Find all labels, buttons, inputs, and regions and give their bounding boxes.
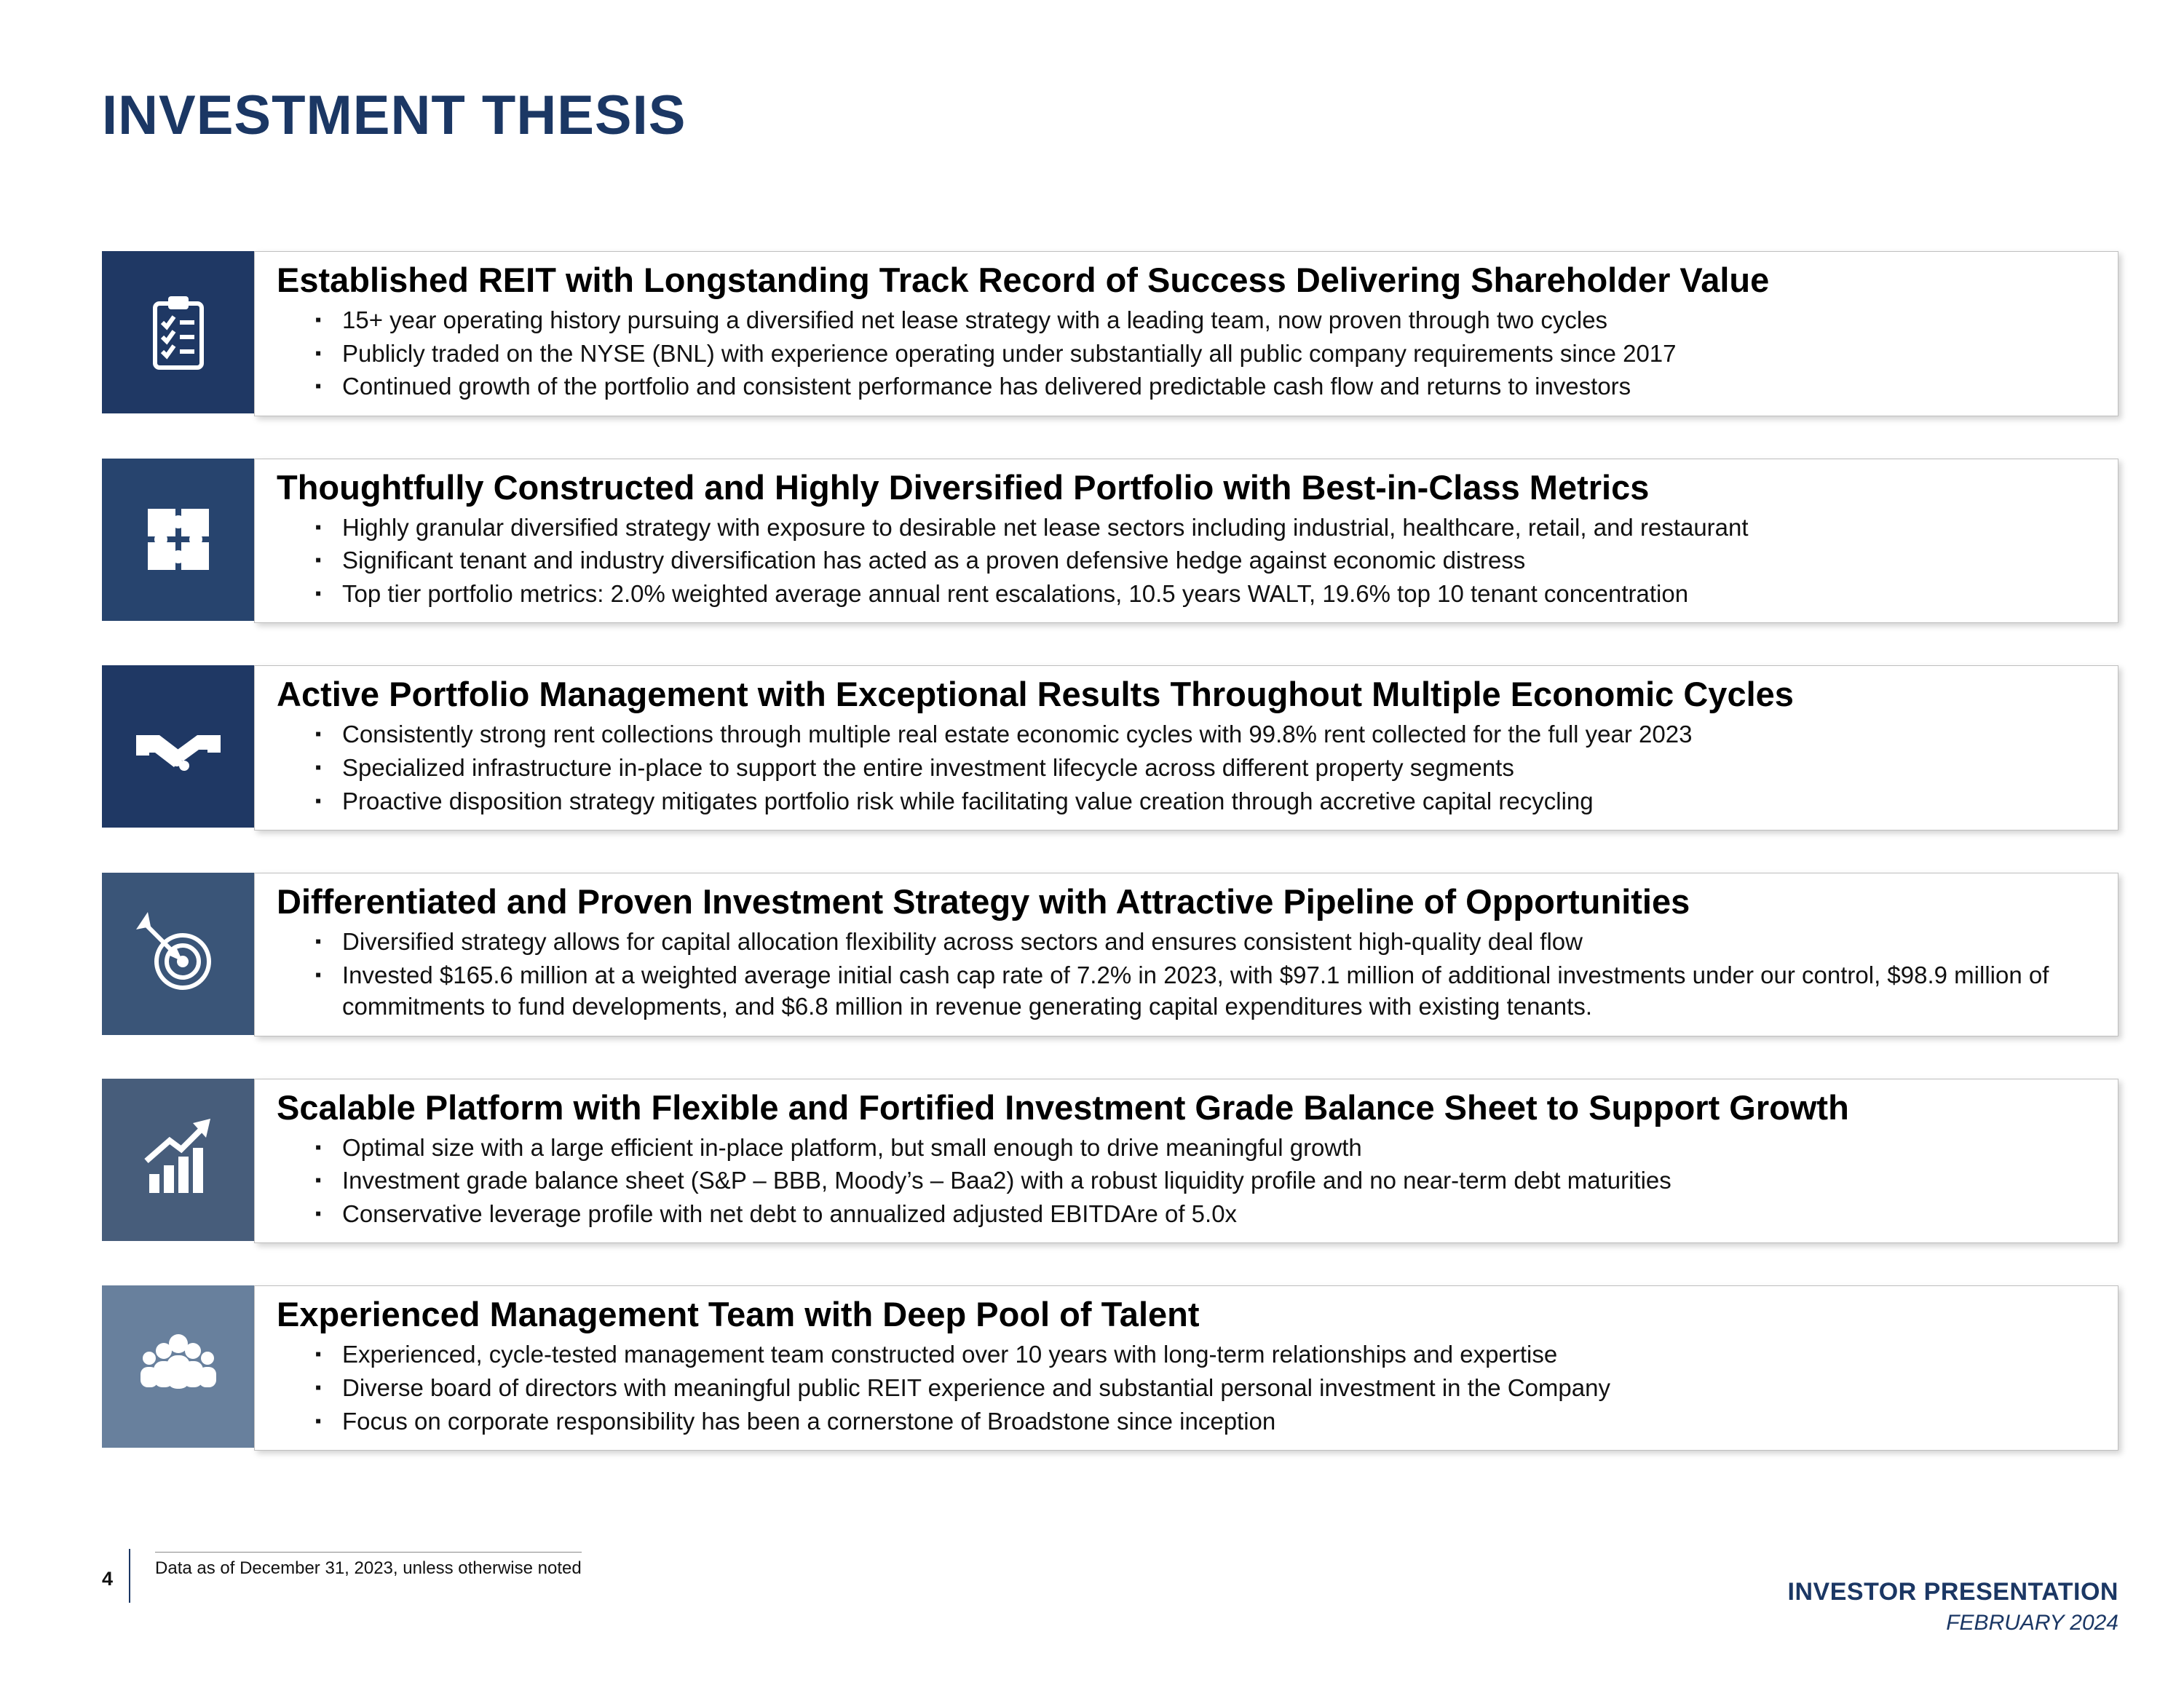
bullet-item (277, 752, 2096, 784)
bullet-text: Top tier portfolio metrics: 2.0% weighted average annual rent escalations, 10.5 years WALT, 19.6% top 10 tenant concentration (342, 579, 1689, 607)
section-icon-box (102, 1079, 254, 1241)
bullet-marker: ▪ (314, 932, 322, 952)
section-bullets (277, 718, 2096, 817)
section-card (254, 459, 2118, 624)
thesis-section (102, 251, 2118, 416)
handshake-icon (132, 700, 225, 793)
bullet-item (277, 1406, 2096, 1438)
bullet-item (277, 544, 2096, 576)
thesis-section (102, 873, 2118, 1036)
bullet-marker: ▪ (314, 1203, 322, 1224)
bullet-item (277, 1132, 2096, 1164)
section-icon-box (102, 459, 254, 621)
bullet-text: Optimal size with a large efficient in-place platform, but small enough to drive meaningful growth (342, 1133, 1362, 1161)
thesis-section (102, 459, 2118, 624)
section-heading: Scalable Platform with Flexible and Fortified Investment Grade Balance Sheet to Support Growth (277, 1087, 1849, 1127)
bullet-text: Highly granular diversified strategy with exposure to desirable net lease sectors including industrial, healthcare, retail, and restaurant (342, 513, 1749, 541)
bullet-text: Focus on corporate responsibility has been a cornerstone of Broadstone since inception (342, 1407, 1276, 1435)
checklist-icon (132, 286, 225, 379)
section-card (254, 873, 2118, 1036)
bullet-text: Consistently strong rent collections through multiple real estate economic cycles with 99.8% rent collected for the full year 2023 (342, 721, 1693, 748)
bullet-text: Publicly traded on the NYSE (BNL) with experience operating under substantially all public company requirements since 2017 (342, 339, 1677, 367)
section-card (254, 1079, 2118, 1244)
bullet-item (277, 512, 2096, 544)
bullet-text: 15+ year operating history pursuing a diversified net lease strategy with a leading team, now proven through two cycles (342, 306, 1608, 334)
bullet-text: Investment grade balance sheet (S&P – BBB, Moody’s – Baa2) with a robust liquidity profile and no near-term debt maturities (342, 1167, 1671, 1194)
bullet-item (277, 370, 2096, 403)
thesis-section (102, 665, 2118, 830)
section-heading: Differentiated and Proven Investment Strategy with Attractive Pipeline of Opportunities (277, 882, 1690, 921)
bullet-marker: ▪ (314, 583, 322, 603)
bullet-item (277, 338, 2096, 370)
bullet-marker: ▪ (314, 376, 322, 397)
presentation-label: INVESTOR PRESENTATION (1787, 1578, 2118, 1606)
section-card (254, 1285, 2118, 1451)
section-bullets (277, 926, 2096, 1023)
section-bullets (277, 1132, 2096, 1230)
bullet-item (277, 959, 2096, 1023)
section-heading: Established REIT with Longstanding Track Record of Success Delivering Shareholder Value (277, 261, 1770, 299)
bullet-text: Diversified strategy allows for capital allocation flexibility across sectors and ensures consistent high-quality deal flow (342, 928, 1583, 956)
page-number: 4 (102, 1568, 114, 1590)
footer-right (1788, 1578, 2118, 1636)
bullet-marker: ▪ (314, 724, 322, 745)
bullet-marker: ▪ (314, 1411, 322, 1431)
footer-left (102, 1549, 582, 1603)
sections-container (102, 251, 2118, 1451)
bullet-item (277, 578, 2096, 610)
bullet-item (277, 718, 2096, 750)
bullet-text: Invested $165.6 million at a weighted average initial cash cap rate of 7.2% in 2023, with $97.1 million of additional investments under our control, $98.9 million of commitments to fund developments, and $6.8 million in revenue generating capital expenditures with existing tenants. (342, 961, 2049, 1020)
target-icon (132, 908, 225, 1001)
team-icon (132, 1320, 225, 1414)
bullet-marker: ▪ (314, 343, 322, 363)
bullet-text: Continued growth of the portfolio and consistent performance has delivered predictable cash flow and returns to investors (342, 373, 1631, 400)
bullet-text: Conservative leverage profile with net debt to annualized adjusted EBITDAre of 5.0x (342, 1200, 1238, 1227)
bullet-text: Proactive disposition strategy mitigates portfolio risk while facilitating value creation through accretive capital recycling (342, 787, 1594, 814)
bullet-marker: ▪ (314, 964, 322, 985)
section-icon-box (102, 1285, 254, 1448)
section-heading: Experienced Management Team with Deep Pool of Talent (277, 1295, 1200, 1334)
bullet-marker: ▪ (314, 517, 322, 537)
section-card (254, 251, 2118, 416)
section-heading: Thoughtfully Constructed and Highly Diversified Portfolio with Best-in-Class Metrics (277, 467, 1650, 507)
bullet-marker: ▪ (314, 790, 322, 811)
growth-chart-icon (132, 1113, 225, 1206)
bullet-item (277, 1198, 2096, 1230)
bullet-marker: ▪ (314, 1344, 322, 1365)
bullet-item (277, 1372, 2096, 1404)
bullet-item (277, 926, 2096, 958)
section-bullets (277, 512, 2096, 610)
bullet-item (277, 1165, 2096, 1197)
section-icon-box (102, 665, 254, 828)
section-icon-box (102, 251, 254, 413)
section-bullets (277, 1339, 2096, 1437)
section-icon-box (102, 873, 254, 1035)
footer-divider (129, 1549, 130, 1603)
bullet-marker: ▪ (314, 1137, 322, 1157)
page-title: INVESTMENT THESIS (102, 84, 687, 146)
puzzle-icon (132, 493, 225, 586)
bullet-item (277, 304, 2096, 336)
footnote: Data as of December 31, 2023, unless otherwise noted (155, 1552, 582, 1603)
bullet-item (277, 785, 2096, 817)
bullet-text: Significant tenant and industry diversification has acted as a proven defensive hedge against economic distress (342, 547, 1526, 574)
thesis-section (102, 1285, 2118, 1451)
presentation-date: FEBRUARY 2024 (1946, 1611, 2118, 1635)
bullet-marker: ▪ (314, 550, 322, 571)
thesis-section (102, 1079, 2118, 1244)
section-bullets (277, 304, 2096, 403)
section-heading: Active Portfolio Management with Exceptional Results Throughout Multiple Economic Cycles (277, 675, 1794, 714)
section-card (254, 665, 2118, 830)
bullet-text: Diverse board of directors with meaningful public REIT experience and substantial personal investment in the Company (342, 1374, 1610, 1402)
bullet-marker: ▪ (314, 1170, 322, 1191)
bullet-marker: ▪ (314, 1378, 322, 1398)
bullet-item (277, 1339, 2096, 1371)
bullet-text: Experienced, cycle-tested management team constructed over 10 years with long-term relationships and expertise (342, 1341, 1558, 1368)
bullet-marker: ▪ (314, 757, 322, 777)
bullet-marker: ▪ (314, 310, 322, 330)
bullet-text: Specialized infrastructure in-place to support the entire investment lifecycle across different property segments (342, 753, 1514, 781)
